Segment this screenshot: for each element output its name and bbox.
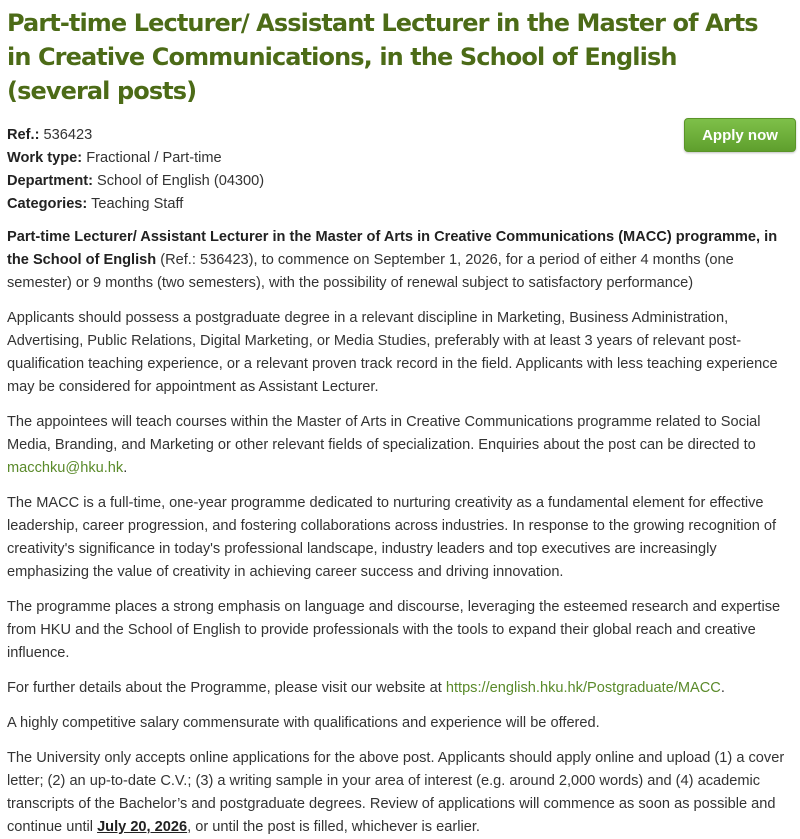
meta-categories-value: Teaching Staff xyxy=(91,196,184,212)
job-meta xyxy=(7,124,796,216)
meta-categories xyxy=(7,193,796,216)
meta-work-type xyxy=(7,147,796,170)
details-end: . xyxy=(720,680,725,696)
enquiry-email-link[interactable]: macchku@hku.hk xyxy=(7,460,124,476)
meta-department-value: School of English (04300) xyxy=(97,173,265,189)
paragraph-application xyxy=(7,747,796,839)
intro-bold: Part-time Lecturer/ Assistant Lecturer in the Master of Arts in Creative Communications (MACC) programme, in the School of English xyxy=(7,229,778,268)
meta-department xyxy=(7,170,796,193)
apply-now-button[interactable]: Apply now xyxy=(684,118,796,152)
paragraph-programme: The MACC is a full-time, one-year programme dedicated to nurturing creativity as a fundamental element for effective leadership, career progression, and fostering collaborations across industries. In response to the growing recognition of creativity's significance in today's professional landscape, industry leaders and top executives are increasingly emphasizing the value of creativity in achieving career success and driving innovation. xyxy=(7,495,777,580)
job-title: Part-time Lecturer/ Assistant Lecturer in the Master of Arts in Creative Communications, in the School of English (several posts) xyxy=(7,9,758,105)
duties-text: The appointees will teach courses within the Master of Arts in Creative Communications programme related to Social Media, Branding, and Marketing or other relevant fields of specialization. Enquiries about the post can be directed to xyxy=(7,414,761,453)
paragraph-emphasis: The programme places a strong emphasis on language and discourse, leveraging the esteemed research and expertise from HKU and the School of English to provide professionals with the tools to expand their global reach and creative influence. xyxy=(7,599,781,661)
programme-website-link[interactable]: https://english.hku.hk/Postgraduate/MACC xyxy=(445,680,721,696)
meta-ref xyxy=(7,124,796,147)
application-deadline: July 20, 2026 xyxy=(97,819,188,835)
meta-categories-label: Categories: xyxy=(7,196,88,212)
meta-ref-label: Ref.: xyxy=(7,127,40,143)
paragraph-salary: A highly competitive salary commensurate with qualifications and experience will be offered. xyxy=(7,715,600,731)
paragraph-intro xyxy=(7,226,796,295)
meta-department-label: Department: xyxy=(7,173,93,189)
meta-work-type-value: Fractional / Part-time xyxy=(86,150,222,166)
meta-ref-value: 536423 xyxy=(43,127,93,143)
paragraph-duties xyxy=(7,411,796,480)
meta-work-type-label: Work type: xyxy=(7,150,83,166)
intro-rest: (Ref.: 536423), to commence on September 1, 2026, for a period of either 4 months (one semester) or 9 months (two semesters), with the possibility of renewal subject to satisfactory performance) xyxy=(7,252,734,291)
application-end: , or until the post is filled, whichever is earlier. xyxy=(187,819,480,835)
paragraph-requirements: Applicants should possess a postgraduate degree in a relevant discipline in Marketing, Business Administration, Advertising, Public Relations, Digital Marketing, or Media Studies, preferably with at least 3 years of relevant post-qualification teaching experience, or a relevant proven track record in the field. Applicants with less teaching experience may be considered for appointment as Assistant Lecturer. xyxy=(7,310,778,395)
duties-end: . xyxy=(123,460,128,476)
details-text: For further details about the Programme, please visit our website at xyxy=(7,680,446,696)
application-text: The University only accepts online applications for the above post. Applicants should apply online and upload (1) a cover letter; (2) an up-to-date C.V.; (3) a writing sample in your area of interest (e.g. around 2,000 words) and (4) academic transcripts of the Bachelor’s and postgraduate degrees. Review of applications will commence as soon as possible and continue until xyxy=(7,750,785,835)
paragraph-details xyxy=(7,677,796,700)
